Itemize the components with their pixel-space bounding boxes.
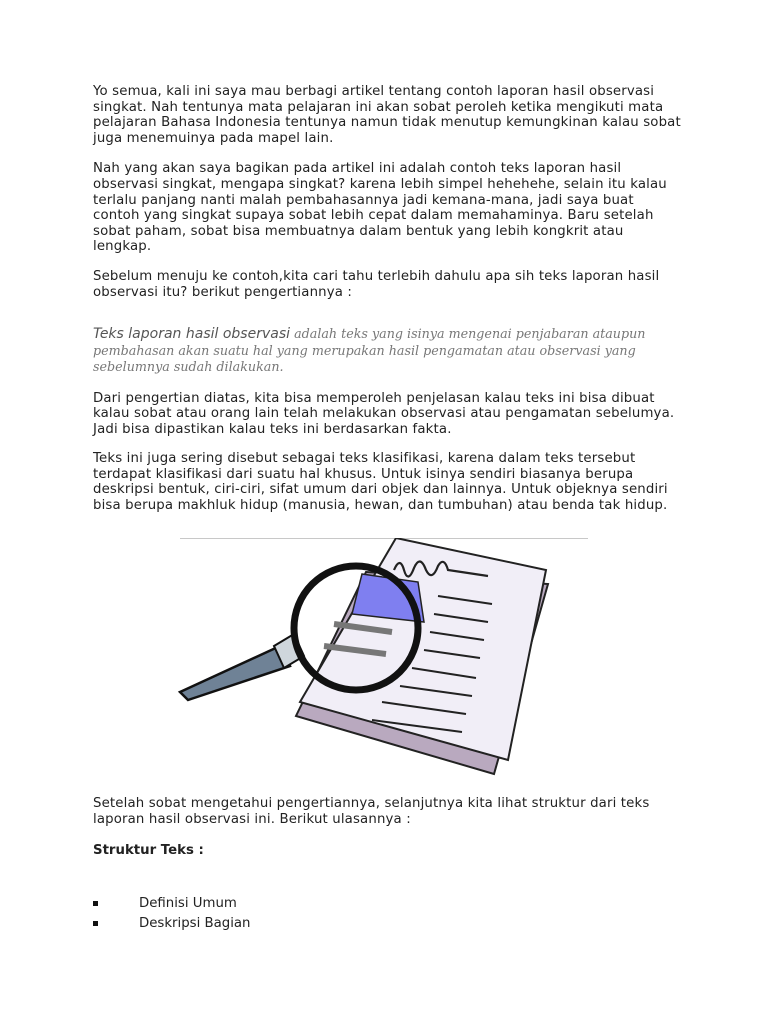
paragraph-6: Setelah sobat mengetahui pengertiannya, selanjutnya kita lihat struktur dari teks laporan hasil observasi ini. Berikut ulasannya : [93, 796, 650, 827]
paragraph-4: Dari pengertian diatas, kita bisa memperoleh penjelasan kalau teks ini bisa dibuat kalau sobat atau orang lain telah melakukan observasi atau pengamatan sebelumya. Jadi bisa dipastikan kalau teks ini berdasarkan fakta. [93, 390, 675, 437]
bullet-icon [93, 921, 98, 926]
paragraph-2: Nah yang akan saya bagikan pada artikel ini adalah contoh teks laporan hasil observasi singkat, mengapa singkat? karena lebih simpel hehehehe, selain itu kalau terlalu panjang nanti malah pembahasannya jadi kemana-mana, jadi saya buat contoh yang singkat supaya sobat lebih cepat dalam memahaminya. Baru setelah sobat paham, sobat bisa membuatnya dalam bentuk yang lebih kongkrit atau lengkap. [93, 161, 667, 255]
structure-section [93, 796, 683, 934]
definition-block [93, 326, 683, 374]
definition-text: adalah teks yang isinya mengenai penjabaran ataupun pembahasan akan suatu hal yang merupakan hasil pengamatan atau observasi yang sebelumnya sudah dilakukan. [93, 326, 646, 374]
list-item [93, 914, 683, 934]
bullet-icon [93, 901, 98, 906]
structure-list [93, 894, 683, 934]
magnifier-handle [180, 646, 290, 700]
list-item [93, 894, 683, 914]
list-item-label: Deskripsi Bagian [139, 916, 251, 932]
article-body [93, 84, 683, 528]
paragraph-5: Teks ini juga sering disebut sebagai teks klasifikasi, karena dalam teks tersebut terdapat klasifikasi dari suatu hal khusus. Untuk isinya sendiri biasanya berupa deskripsi bentuk, ciri-ciri, sifat umum dari objek dan lainnya. Untuk objeknya sendiri bisa berupa makhluk hidup (manusia, hewan, dan tumbuhan) atau benda tak hidup. [93, 451, 668, 514]
intro-paragraph: Yo semua, kali ini saya mau berbagi artikel tentang contoh laporan hasil observasi singkat. Nah tentunya mata pelajaran ini akan sobat peroleh ketika mengikuti mata pelajaran Bahasa Indonesia tentunya namun tidak menutup kemungkinan kalau sobat juga menemuinya pada mapel lain. [93, 84, 681, 146]
definition-term: Teks laporan hasil observasi [93, 326, 291, 343]
list-item-label: Definisi Umum [139, 896, 237, 912]
paragraph-3: Sebelum menuju ke contoh,kita cari tahu terlebih dahulu apa sih teks laporan hasil observasi itu? berikut pengertiannya : [93, 268, 660, 300]
magnifier-over-document-icon [176, 538, 556, 778]
structure-heading: Struktur Teks : [93, 843, 204, 859]
